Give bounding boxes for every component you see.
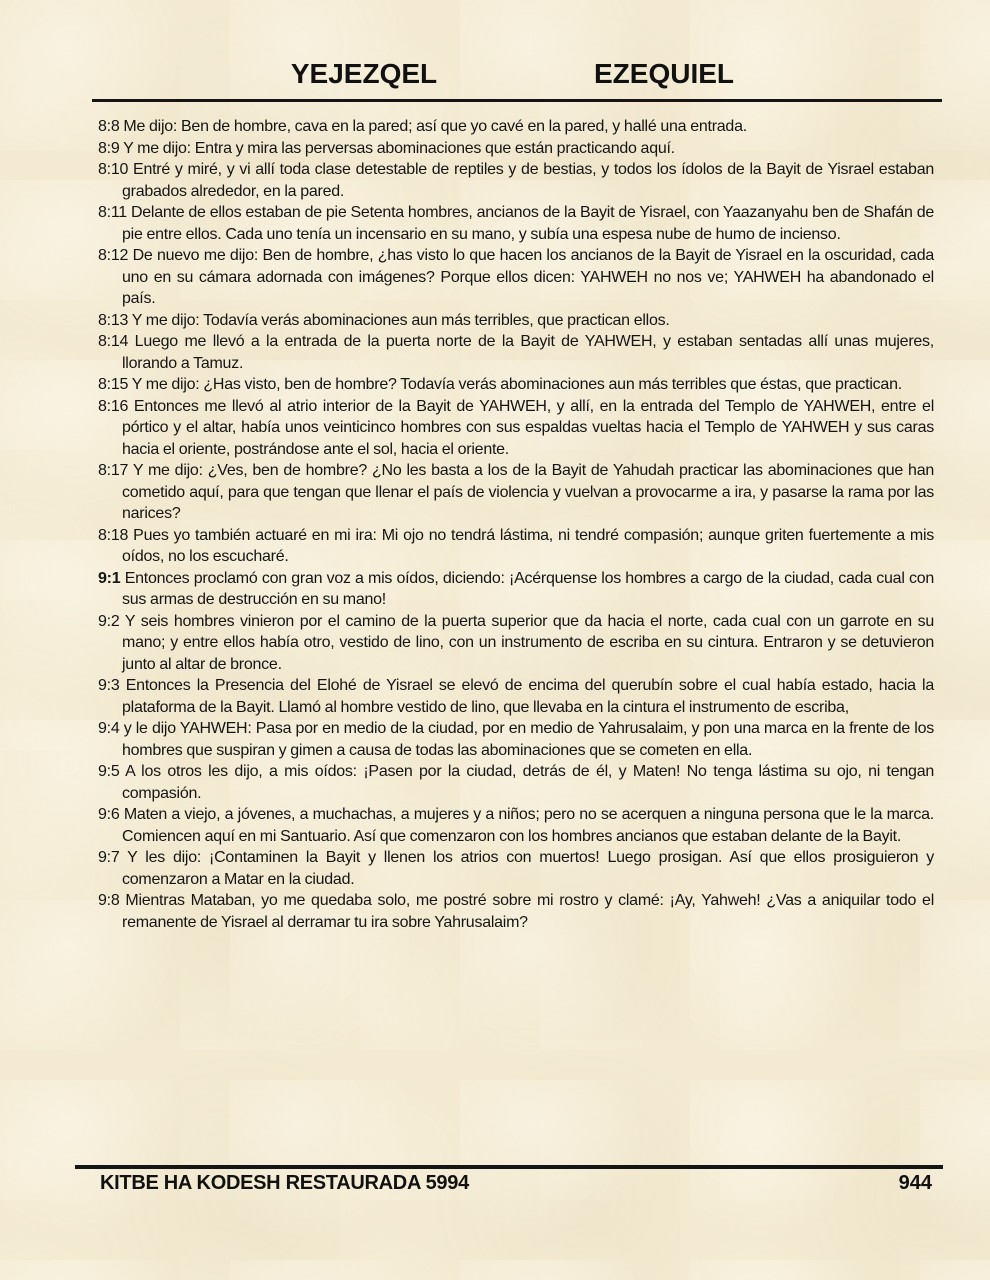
verse-number: 8:9: [98, 139, 120, 157]
header-divider: [92, 99, 942, 102]
verse-number: 8:13: [98, 311, 129, 329]
verse-8-8: 8:8 Me dijo: Ben de hombre, cava en la pared; así que yo cavé en la pared, y hallé una entrada.: [98, 118, 747, 135]
verse-8-13: 8:13 Y me dijo: Todavía verás abominaciones aun más terribles, que practican ellos.: [98, 311, 670, 329]
verse-8-18: 8:18 Pues yo también actuaré en mi ira: Mi ojo no tendrá lástima, ni tendré compasión; aunque griten fuertemente a mis oídos, no los escucharé.: [98, 526, 934, 565]
page-title-spanish: EZEQUIEL: [593, 58, 735, 89]
verse-list: [98, 116, 934, 933]
verse-9-7: 9:7 Y les dijo: ¡Contaminen la Bayit y llenen los atrios con muertos! Luego prosigan. Así que ellos prosiguieron y comenzaron a Matar en la ciudad.: [98, 849, 934, 888]
verse-9-2: 9:2 Y seis hombres vinieron por el camino de la puerta superior que da hacia el norte, cada cual con un garrote en su mano; y entre ellos había otro, vestido de lino, con un instrumento de escriba en su cintura. Entraron y se detuvieron junto al altar de bronce.: [98, 612, 934, 673]
verse-number: 8:17: [98, 462, 129, 479]
verse-9-3: 9:3 Entonces la Presencia del Elohé de Yisrael se elevó de encima del querubín sobre el cual había estado, hacia la plataforma de la Bayit. Llamó al hombre vestido de lino, que llevaba en la cintura el instrumento de escriba,: [98, 677, 934, 716]
verse-9-8: 9:8 Mientras Mataban, yo me quedaba solo, me postré sobre mi rostro y clamé: ¡Ay, Yahweh! ¿Vas a aniquilar todo el remanente de Yisrael al derramar tu ira sobre Yahrusalaim?: [98, 892, 934, 931]
verse-number: 9:3: [98, 677, 120, 694]
verse-number: 8:18: [98, 526, 129, 544]
verse-8-15: 8:15 Y me dijo: ¿Has visto, ben de hombre? Todavía verás abominaciones aun más terribles que éstas, que practican.: [98, 376, 902, 393]
verse-number: 8:14: [98, 333, 129, 350]
verse-number: 9:5: [98, 763, 120, 780]
verse-number: 8:12: [98, 247, 129, 264]
verse-8-11: 8:11 Delante de ellos estaban de pie Setenta hombres, ancianos de la Bayit de Yisrael, con Yaazanyahu ben de Shafán de pie entre ellos. Cada uno tenía un incensario en su mano, y subía una espesa nube de humo de incienso.: [98, 204, 934, 243]
verse-number: 9:4: [98, 720, 120, 737]
verse-9-1: 9:1 Entonces proclamó con gran voz a mis oídos, diciendo: ¡Acérquense los hombres a cargo de la ciudad, cada cual con sus armas de destrucción en su mano!: [98, 569, 934, 608]
verse-8-17: 8:17 Y me dijo: ¿Ves, ben de hombre? ¿No les basta a los de la Bayit de Yahudah practicar las abominaciones que han cometido aquí, para que tengan que llenar el país de violencia y vuelvan a provocarme a ira, y pasarse la rama por las narices?: [98, 462, 934, 522]
verse-8-9: 8:9 Y me dijo: Entra y mira las perversas abominaciones que están practicando aquí.: [98, 139, 675, 157]
verse-8-12: 8:12 De nuevo me dijo: Ben de hombre, ¿has visto lo que hacen los ancianos de la Bayit de Yisrael en la oscuridad, cada uno en su cámara adornada con imágenes? Porque ellos dicen: YAHWEH no nos ve; YAHWEH ha abandonado el país.: [98, 247, 934, 307]
footer-divider: [75, 1165, 943, 1169]
verse-9-5: 9:5 A los otros les dijo, a mis oídos: ¡Pasen por la ciudad, detrás de él, y Maten! No tenga lástima su ojo, ni tengan compasión.: [98, 763, 934, 802]
verse-number: 8:15: [98, 376, 129, 393]
page-title-hebrew: YEJEZQEL: [290, 58, 438, 89]
verse-9-4: 9:4 y le dijo YAHWEH: Pasa por en medio de la ciudad, por en medio de Yahrusalaim, y pon una marca en la frente de los hombres que suspiran y gimen a causa de todas las abominaciones que se cometen en ella.: [98, 720, 934, 759]
footer-page-number: 944: [898, 1172, 932, 1194]
verse-number: 9:8: [98, 892, 120, 909]
verse-9-6: 9:6 Maten a viejo, a jóvenes, a muchachas, a mujeres y a niños; pero no se acerquen a ninguna persona que le la marca. Comiencen aquí en mi Santuario. Así que comenzaron con los hombres ancianos que estaban delante de la Bayit.: [98, 806, 934, 845]
verse-number: 8:10: [98, 161, 129, 178]
verse-8-16: 8:16 Entonces me llevó al atrio interior de la Bayit de YAHWEH, y allí, en la entrada del Templo de YAHWEH, entre el pórtico y el altar, había unos veinticinco hombres con sus espaldas vueltas hacia el Templo de YAHWEH y sus caras hacia el oriente, postrándose ante el sol, hacia el oriente.: [98, 397, 934, 458]
verse-number: 8:11: [98, 204, 127, 221]
verse-number: 9:7: [98, 849, 120, 866]
verse-8-14: 8:14 Luego me llevó a la entrada de la puerta norte de la Bayit de YAHWEH, y estaban sentadas allí unas mujeres, llorando a Tamuz.: [98, 333, 934, 372]
verse-number: 8:8: [98, 118, 120, 135]
verse-number: 8:16: [98, 397, 129, 415]
footer-edition-label: KITBE HA KODESH RESTAURADA 5994: [100, 1172, 469, 1194]
verse-number: 9:6: [98, 806, 120, 823]
verse-number: 9:2: [98, 612, 120, 630]
verse-number: 9:1: [98, 569, 121, 587]
verse-8-10: 8:10 Entré y miré, y vi allí toda clase detestable de reptiles y de bestias, y todos los ídolos de la Bayit de Yisrael estaban grabados alrededor, en la pared.: [98, 161, 934, 200]
